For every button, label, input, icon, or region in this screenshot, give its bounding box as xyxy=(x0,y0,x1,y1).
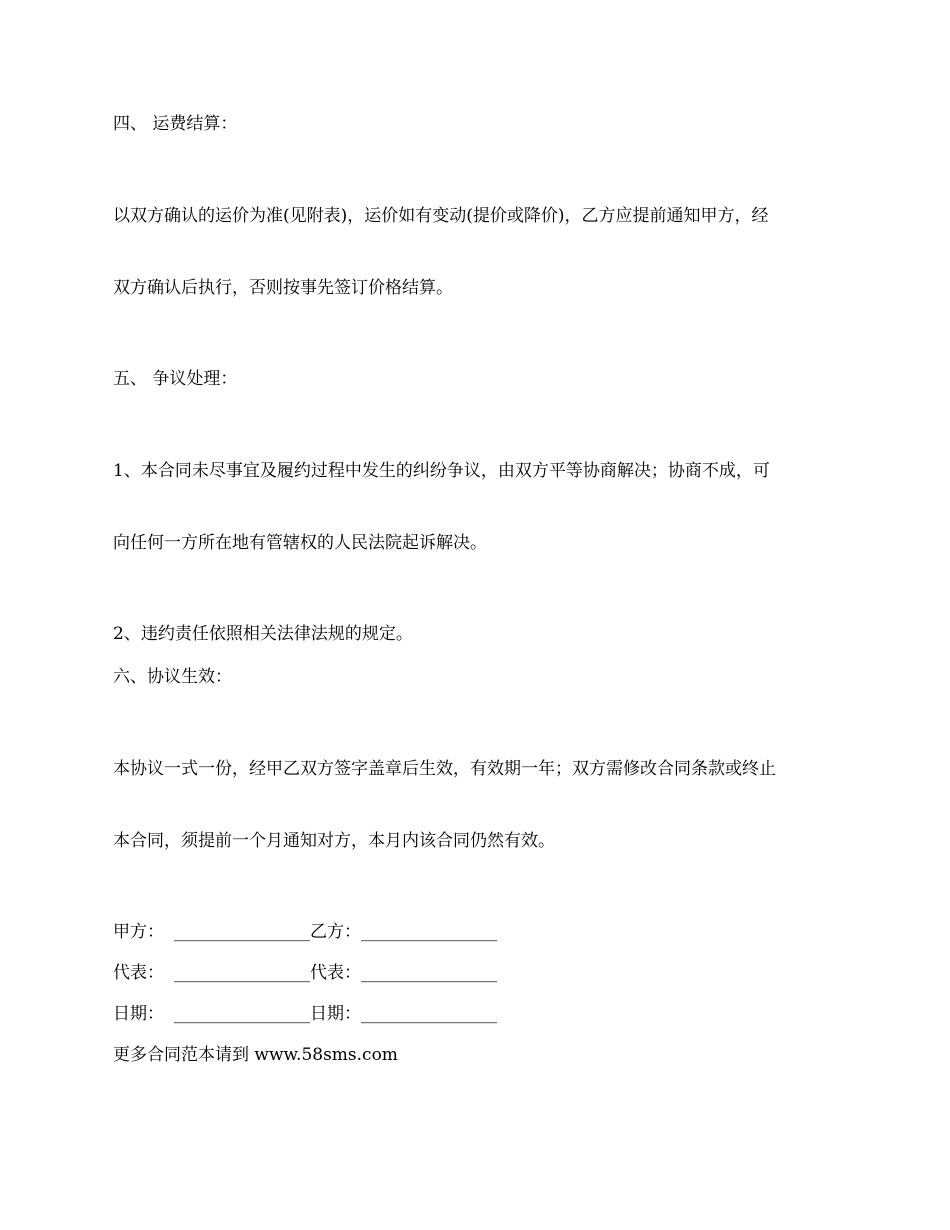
dispute-item-1 xyxy=(113,411,843,603)
party-a-signature-line: ________________ xyxy=(174,922,310,942)
document-page xyxy=(113,112,843,1068)
dispute-item-1-line-1: 1、本合同未尽事宜及履约过程中发生的纠纷争议，由双方平等协商解决；协商不成，可 xyxy=(113,461,770,481)
date-b-label: 日期： xyxy=(310,1004,361,1024)
rep-a-label: 代表： xyxy=(113,963,164,983)
signature-row-date xyxy=(113,1002,843,1027)
date-a-label: 日期： xyxy=(113,1004,164,1024)
rep-b-label: 代表： xyxy=(310,963,361,983)
party-b-signature-line: ________________ xyxy=(361,922,497,942)
rep-a-signature-line: ________________ xyxy=(174,963,310,983)
effect-paragraph xyxy=(113,709,843,901)
rep-b-signature-line: ________________ xyxy=(361,963,497,983)
effect-heading: 六、协议生效： xyxy=(113,667,232,687)
party-a-label: 甲方： xyxy=(113,922,164,942)
date-b-signature-line: ________________ xyxy=(361,1004,497,1024)
freight-line-1: 以双方确认的运价为准(见附表)，运价如有变动(提价或降价)，乙方应提前通知甲方，经 xyxy=(113,206,769,226)
freight-line-2: 双方确认后执行，否则按事先签订价格结算。 xyxy=(113,278,453,298)
signature-row-representative xyxy=(113,961,843,986)
effect-line-1: 本协议一式一份，经甲乙双方签字盖章后生效，有效期一年；双方需修改合同条款或终止 xyxy=(113,759,776,779)
footer-link-text: 更多合同范本请到 www.58sms.com xyxy=(113,1045,398,1065)
effect-line-2: 本合同，须提前一个月通知对方，本月内该合同仍然有效。 xyxy=(113,831,555,851)
party-b-label: 乙方： xyxy=(310,922,361,942)
signature-row-party xyxy=(113,920,843,945)
freight-paragraph xyxy=(113,156,843,348)
freight-heading: 四、 运费结算： xyxy=(113,114,238,134)
dispute-item-2: 2、违约责任依照相关法律法规的规定。 xyxy=(113,624,413,644)
dispute-heading: 五、 争议处理： xyxy=(113,369,238,389)
date-a-signature-line: ________________ xyxy=(174,1004,310,1024)
dispute-item-1-line-2: 向任何一方所在地有管辖权的人民法院起诉解决。 xyxy=(113,533,487,553)
